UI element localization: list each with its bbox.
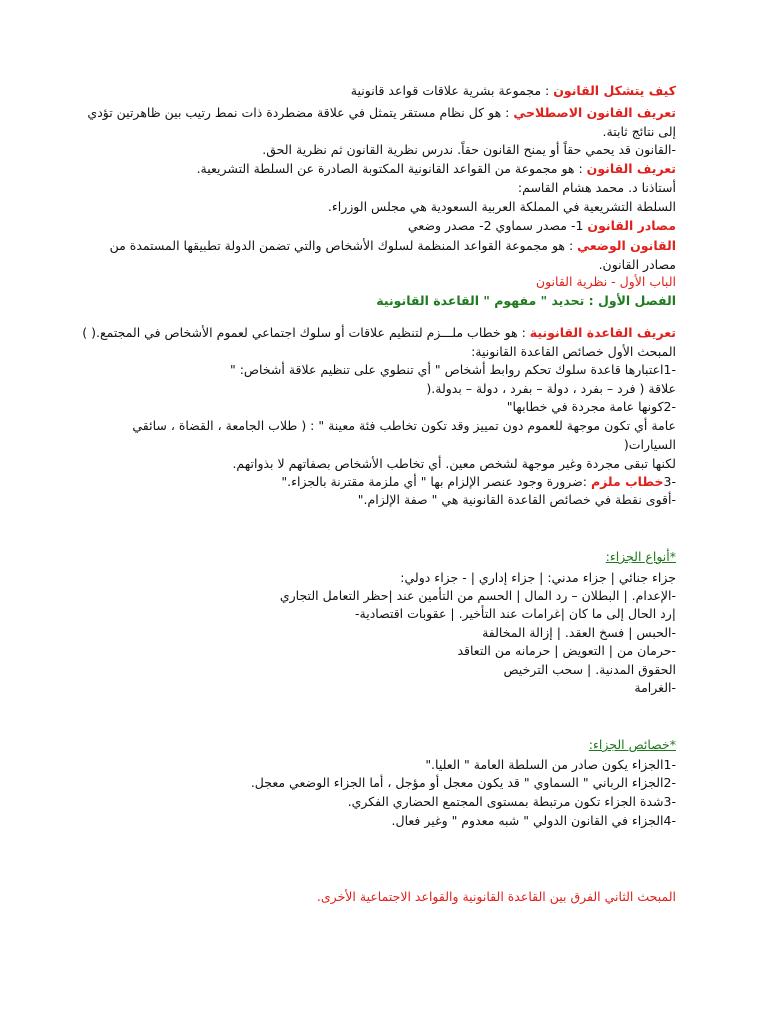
doc-line	[76, 491, 676, 509]
line-text: إلى نتائج ثابتة.	[602, 124, 676, 139]
doc-line	[76, 473, 676, 491]
line-text: : هو خطاب ملـــزم لتنظيم علاقات أو سلوك اجتماعي لعموم الأشخاص في المجتمع.( )	[82, 325, 530, 340]
doc-line	[76, 793, 676, 811]
term-label: خطاب ملزم	[590, 474, 664, 489]
doc-line	[76, 642, 676, 660]
doc-line	[76, 179, 676, 197]
chapter-heading: الفصل الأول : تحديد " مفهوم " القاعدة القانونية	[376, 293, 676, 308]
line-text: -1اعتبارها قاعدة سلوك تحكم روابط أشخاص " أي تنطوي على تنظيم علاقة أشخاص: "	[229, 362, 676, 377]
line-text: -الغرامة	[634, 680, 676, 695]
doc-line	[76, 605, 676, 623]
line-text: السلطة التشريعية في المملكة العربية السعودية هي مجلس الوزراء.	[327, 199, 676, 214]
line-text: -3شدة الجزاء تكون مرتبطة بمستوى المجتمع الحضاري الفكري.	[347, 794, 676, 809]
doc-line	[76, 141, 676, 159]
doc-line	[76, 774, 676, 792]
line-text: -2كونها عامة مجردة في خطابها"	[506, 399, 676, 414]
term-label: تعريف القانون الاصطلاحي	[513, 105, 676, 120]
line-text: السيارات(	[623, 437, 676, 452]
doc-line	[76, 436, 676, 454]
term-label: تعريف القانون	[586, 161, 676, 176]
line-text: 1- مصدر سماوي 2- مصدر وضعي	[407, 218, 588, 233]
doc-line	[76, 569, 676, 587]
line-text: -الإعدام. | البطلان – رد المال | الحسم من التأمين عند |حظر التعامل التجاري	[279, 588, 676, 603]
line-text: -1الجزاء يكون صادر من السلطة العامة " العليا."	[425, 757, 676, 772]
line-text: -القانون قد يحمي حقاً أو يمنح القانون حقاً. ندرس نظرية القانون ثم نظرية الحق.	[262, 142, 676, 157]
line-text: :ضرورة وجود عنصر الإلزام بها " أي ملزمة مقترنة بالجزاء."	[281, 474, 591, 489]
doc-line	[76, 217, 676, 235]
doc-line	[76, 812, 676, 830]
doc-line	[76, 417, 676, 435]
doc-line	[76, 587, 676, 605]
line-text: لكنها تبقى مجردة وغير موجهة لشخص معين. أي تخاطب الأشخاص بصفاتهم لا بذواتهم.	[232, 456, 676, 471]
types-heading: *أنواع الجزاء:	[605, 549, 676, 564]
line-text: المبحث الأول خصائص القاعدة القانونية:	[471, 344, 676, 359]
doc-line	[76, 756, 676, 774]
doc-line	[76, 679, 676, 697]
section-heading: المبحث الثاني الفرق بين القاعدة القانونية والقواعد الاجتماعية الأخرى.	[316, 889, 676, 904]
doc-line	[76, 661, 676, 679]
line-text: الحقوق المدنية. | سحب الترخيص	[503, 662, 676, 677]
line-text: عامة أي تكون موجهة للعموم دون تمييز وقد تكون تخاطب فئة معينة " : ( طلاب الجامعة ، القضاة ، سائقي	[132, 418, 676, 433]
doc-line	[76, 624, 676, 642]
line-text: -أقوى نقطة في خصائص القاعدة القانونية هي " صفة الإلزام."	[357, 492, 676, 507]
line-text: : مجموعة بشرية علاقات قواعد قانونية	[350, 83, 554, 98]
doc-line	[76, 104, 676, 122]
doc-line	[76, 123, 676, 141]
line-text: : هو مجموعة القواعد المنظمة لسلوك الأشخاص والتي تضمن الدولة تطبيقها المستمدة من	[109, 238, 578, 253]
line-text: -حرمان من | التعويض | حرمانه من التعاقد	[457, 643, 676, 658]
doc-line	[76, 455, 676, 473]
line-text: |رد الحال إلى ما كان |غرامات عند التأخير. | عقوبات اقتصادية-	[355, 606, 676, 621]
term-label: تعريف القاعدة القانونية	[529, 325, 676, 340]
line-text: جزاء جنائي | جزاء مدني: | جزاء إداري | - جزاء دولي:	[400, 570, 676, 585]
line-text: أستاذنا د. محمد هشام القاسم:	[517, 180, 676, 195]
term-label: مصادر القانون	[587, 218, 676, 233]
line-text: -3	[663, 474, 676, 489]
line-text: -4الجزاء في القانون الدولي " شبه معدوم " وغير فعال.	[391, 813, 676, 828]
line-text: علاقة ( فرد – بفرد ، دولة – بفرد ، دولة – بدولة.(	[426, 381, 676, 396]
line-text: مصادر القانون.	[598, 257, 676, 272]
section-heading: الباب الأول - نظرية القانون	[535, 274, 676, 289]
line-text: -الحبس | فسخ العقد. | إزالة المخالفة	[482, 625, 676, 640]
doc-line	[76, 324, 676, 342]
doc-line	[76, 361, 676, 379]
line-text: : هو مجموعة من القواعد القانونية المكتوبة الصادرة عن السلطة التشريعية.	[196, 161, 587, 176]
properties-heading: *خصائص الجزاء:	[588, 737, 676, 752]
doc-line	[76, 380, 676, 398]
doc-line	[76, 198, 676, 216]
term-label: القانون الوضعي	[577, 238, 676, 253]
doc-line	[76, 82, 676, 100]
line-text: -2الجزاء الرباني " السماوي " قد يكون معجل أو مؤجل ، أما الجزاء الوضعي معجل.	[250, 775, 676, 790]
line-text: : هو كل نظام مستقر يتمثل في علاقة مضطردة ذات نمط رتيب بين ظاهرتين تؤدي	[87, 105, 514, 120]
doc-line	[76, 160, 676, 178]
doc-line	[76, 398, 676, 416]
doc-line	[76, 256, 676, 274]
term-label: كيف يتشكل القانون	[553, 83, 676, 98]
doc-line	[76, 343, 676, 361]
doc-line	[76, 237, 676, 255]
